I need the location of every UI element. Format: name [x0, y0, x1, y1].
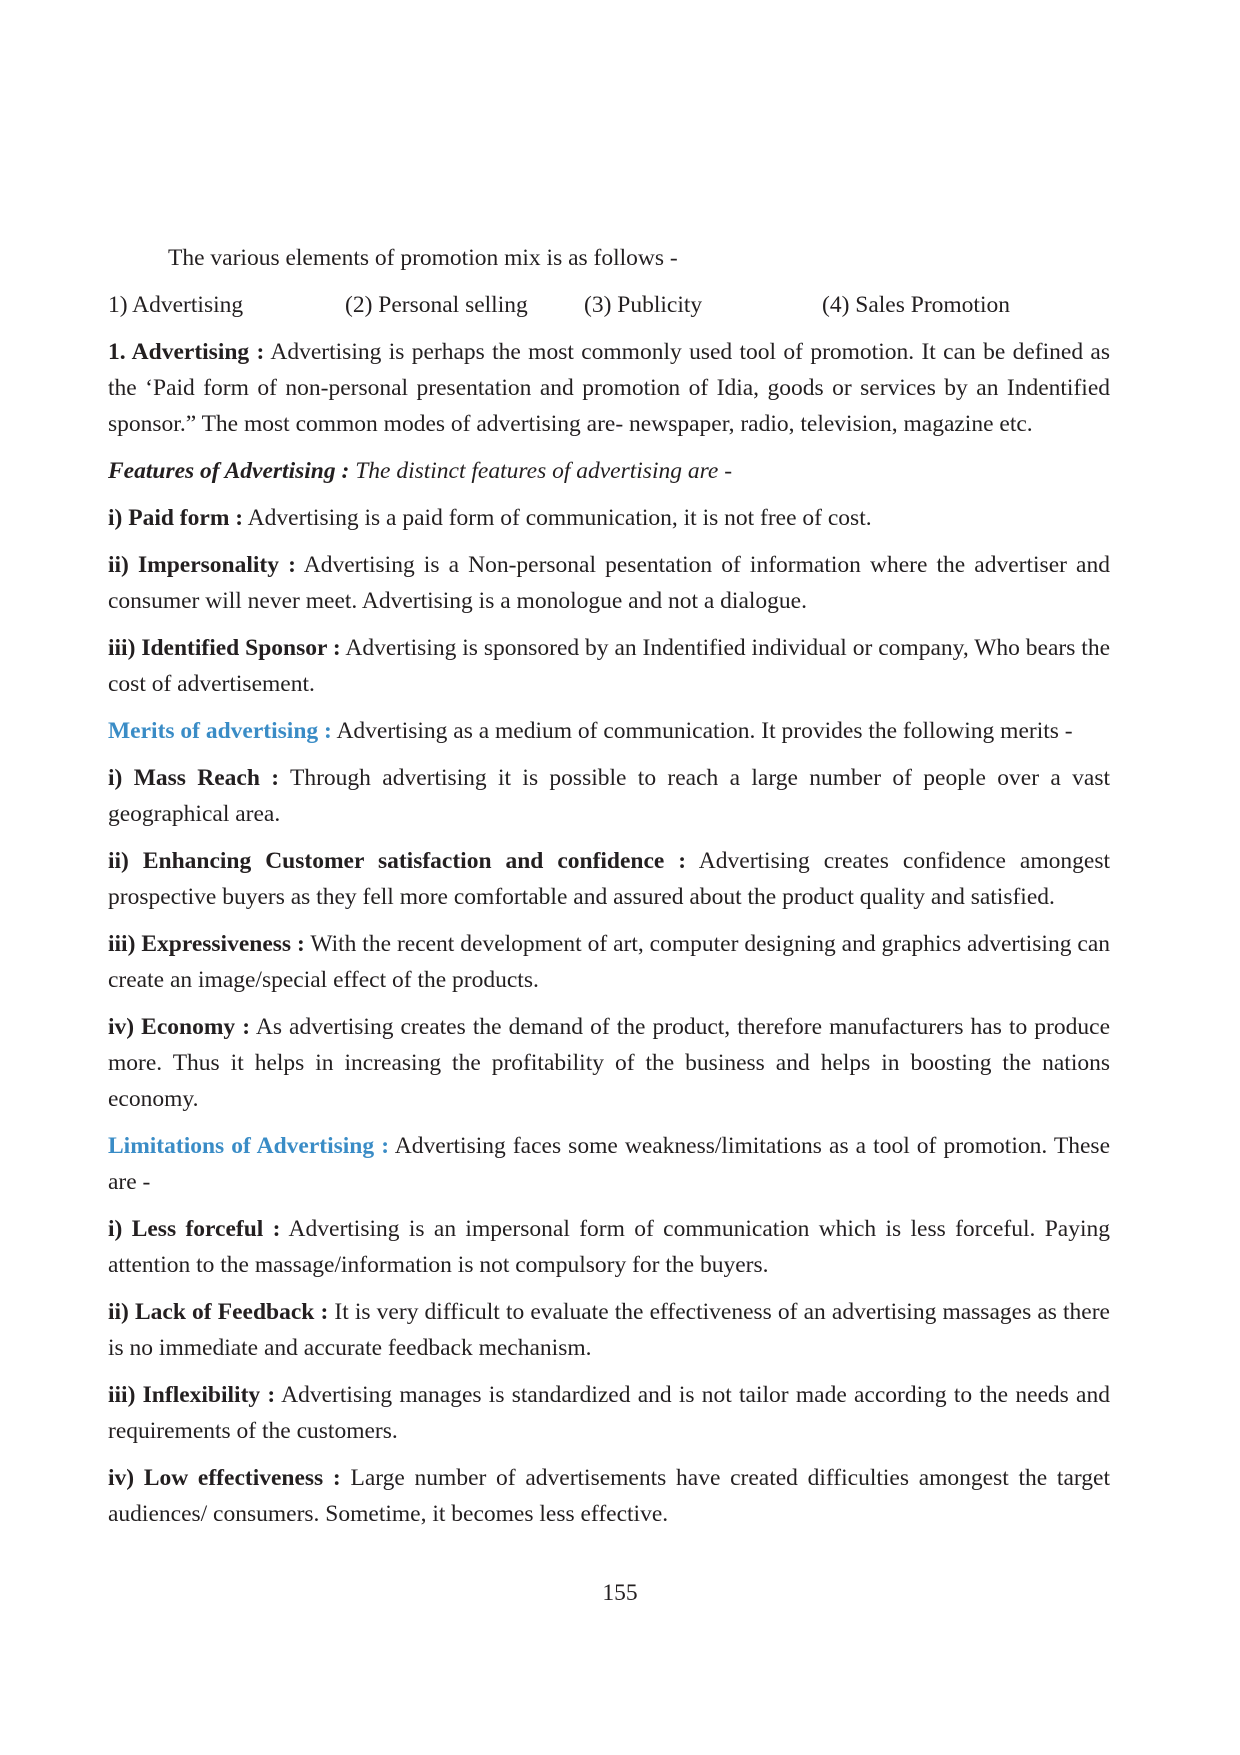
feature-text: Advertising is sponsored by an Indentified individual or company, Who bears the cost of advertisement.	[108, 635, 1110, 697]
element-personal-selling: (2) Personal selling	[345, 292, 528, 318]
merits-intro	[108, 713, 1110, 749]
limitation-label: iv) Low effectiveness :	[108, 1465, 341, 1491]
features-intro	[108, 453, 1110, 489]
element-publicity: (3) Publicity	[584, 292, 703, 318]
merit-text: As advertising creates the demand of the product, therefore manufacturers has to produce more. Thus it helps in increasing the profitability of the business and helps in boosting the nations economy.	[108, 1014, 1110, 1112]
page-content	[108, 240, 1110, 1543]
merit-label: i) Mass Reach :	[108, 765, 280, 791]
limitations-heading: Limitations of Advertising :	[108, 1133, 390, 1159]
limitation-text: It is very difficult to evaluate the effectiveness of an advertising massages as there is no immediate and accurate feedback mechanism.	[108, 1299, 1110, 1361]
merit-item	[108, 1009, 1110, 1117]
merit-text: With the recent development of art, computer designing and graphics advertising can create an image/special effect of the products.	[108, 931, 1110, 993]
intro-line: The various elements of promotion mix is as follows -	[168, 245, 678, 271]
limitations-intro	[108, 1128, 1110, 1200]
merit-item	[108, 843, 1110, 915]
limitation-item	[108, 1211, 1110, 1283]
element-advertising: 1) Advertising	[108, 292, 244, 318]
merits-text: Advertising as a medium of communication. It provides the following merits -	[331, 718, 1073, 744]
merit-label: ii) Enhancing Customer satisfaction and confidence :	[108, 848, 687, 874]
merit-label: iii) Expressiveness :	[108, 931, 305, 957]
advertising-text: Advertising is perhaps the most commonly used tool of promotion. It can be defined as the ‘Paid form of non-personal presentation and promotion of Idia, goods or services by an Indentified sponsor.” The most common modes of advertising are- newspaper, radio, television, magazine etc.	[108, 339, 1110, 437]
feature-label: iii) Identified Sponsor :	[108, 635, 341, 661]
feature-text: Advertising is a paid form of communication, it is not free of cost.	[243, 505, 872, 531]
feature-text: Advertising is a Non-personal pesentation of information where the advertiser and consumer will never meet. Advertising is a monologue and not a dialogue.	[108, 552, 1110, 614]
limitation-item	[108, 1377, 1110, 1449]
feature-item	[108, 547, 1110, 619]
limitation-label: i) Less forceful :	[108, 1216, 281, 1242]
element-sales-promotion: (4) Sales Promotion	[822, 292, 1010, 318]
feature-label: i) Paid form :	[108, 505, 244, 531]
limitation-item	[108, 1294, 1110, 1366]
feature-item	[108, 630, 1110, 702]
limitation-label: ii) Lack of Feedback :	[108, 1299, 329, 1325]
limitation-text: Large number of advertisements have created difficulties amongest the target audiences/ consumers. Sometime, it becomes less effective.	[108, 1465, 1110, 1527]
limitation-item	[108, 1460, 1110, 1532]
page-number: 155	[602, 1580, 638, 1606]
limitation-label: iii) Inflexibility :	[108, 1382, 276, 1408]
advertising-heading: 1. Advertising :	[108, 339, 265, 365]
merits-heading: Merits of advertising :	[108, 718, 332, 744]
features-heading: Features of Advertising :	[108, 458, 350, 484]
features-text: The distinct features of advertising are -	[349, 458, 733, 484]
advertising-definition	[108, 334, 1110, 442]
limitation-text: Advertising manages is standardized and is not tailor made according to the needs and requirements of the customers.	[108, 1382, 1110, 1444]
merit-item	[108, 926, 1110, 998]
limitation-text: Advertising is an impersonal form of communication which is less forceful. Paying attention to the massage/information is not compulsory for the buyers.	[108, 1216, 1110, 1278]
merit-label: iv) Economy :	[108, 1014, 251, 1040]
feature-item	[108, 500, 1110, 536]
promotion-elements-list	[108, 287, 1110, 323]
limitations-text: Advertising faces some weakness/limitations as a tool of promotion. These are -	[108, 1133, 1110, 1195]
merit-text: Through advertising it is possible to reach a large number of people over a vast geographical area.	[108, 765, 1110, 827]
feature-label: ii) Impersonality :	[108, 552, 296, 578]
merit-item	[108, 760, 1110, 832]
merit-text: Advertising creates confidence amongest prospective buyers as they fell more comfortable and assured about the product quality and satisfied.	[108, 848, 1110, 910]
